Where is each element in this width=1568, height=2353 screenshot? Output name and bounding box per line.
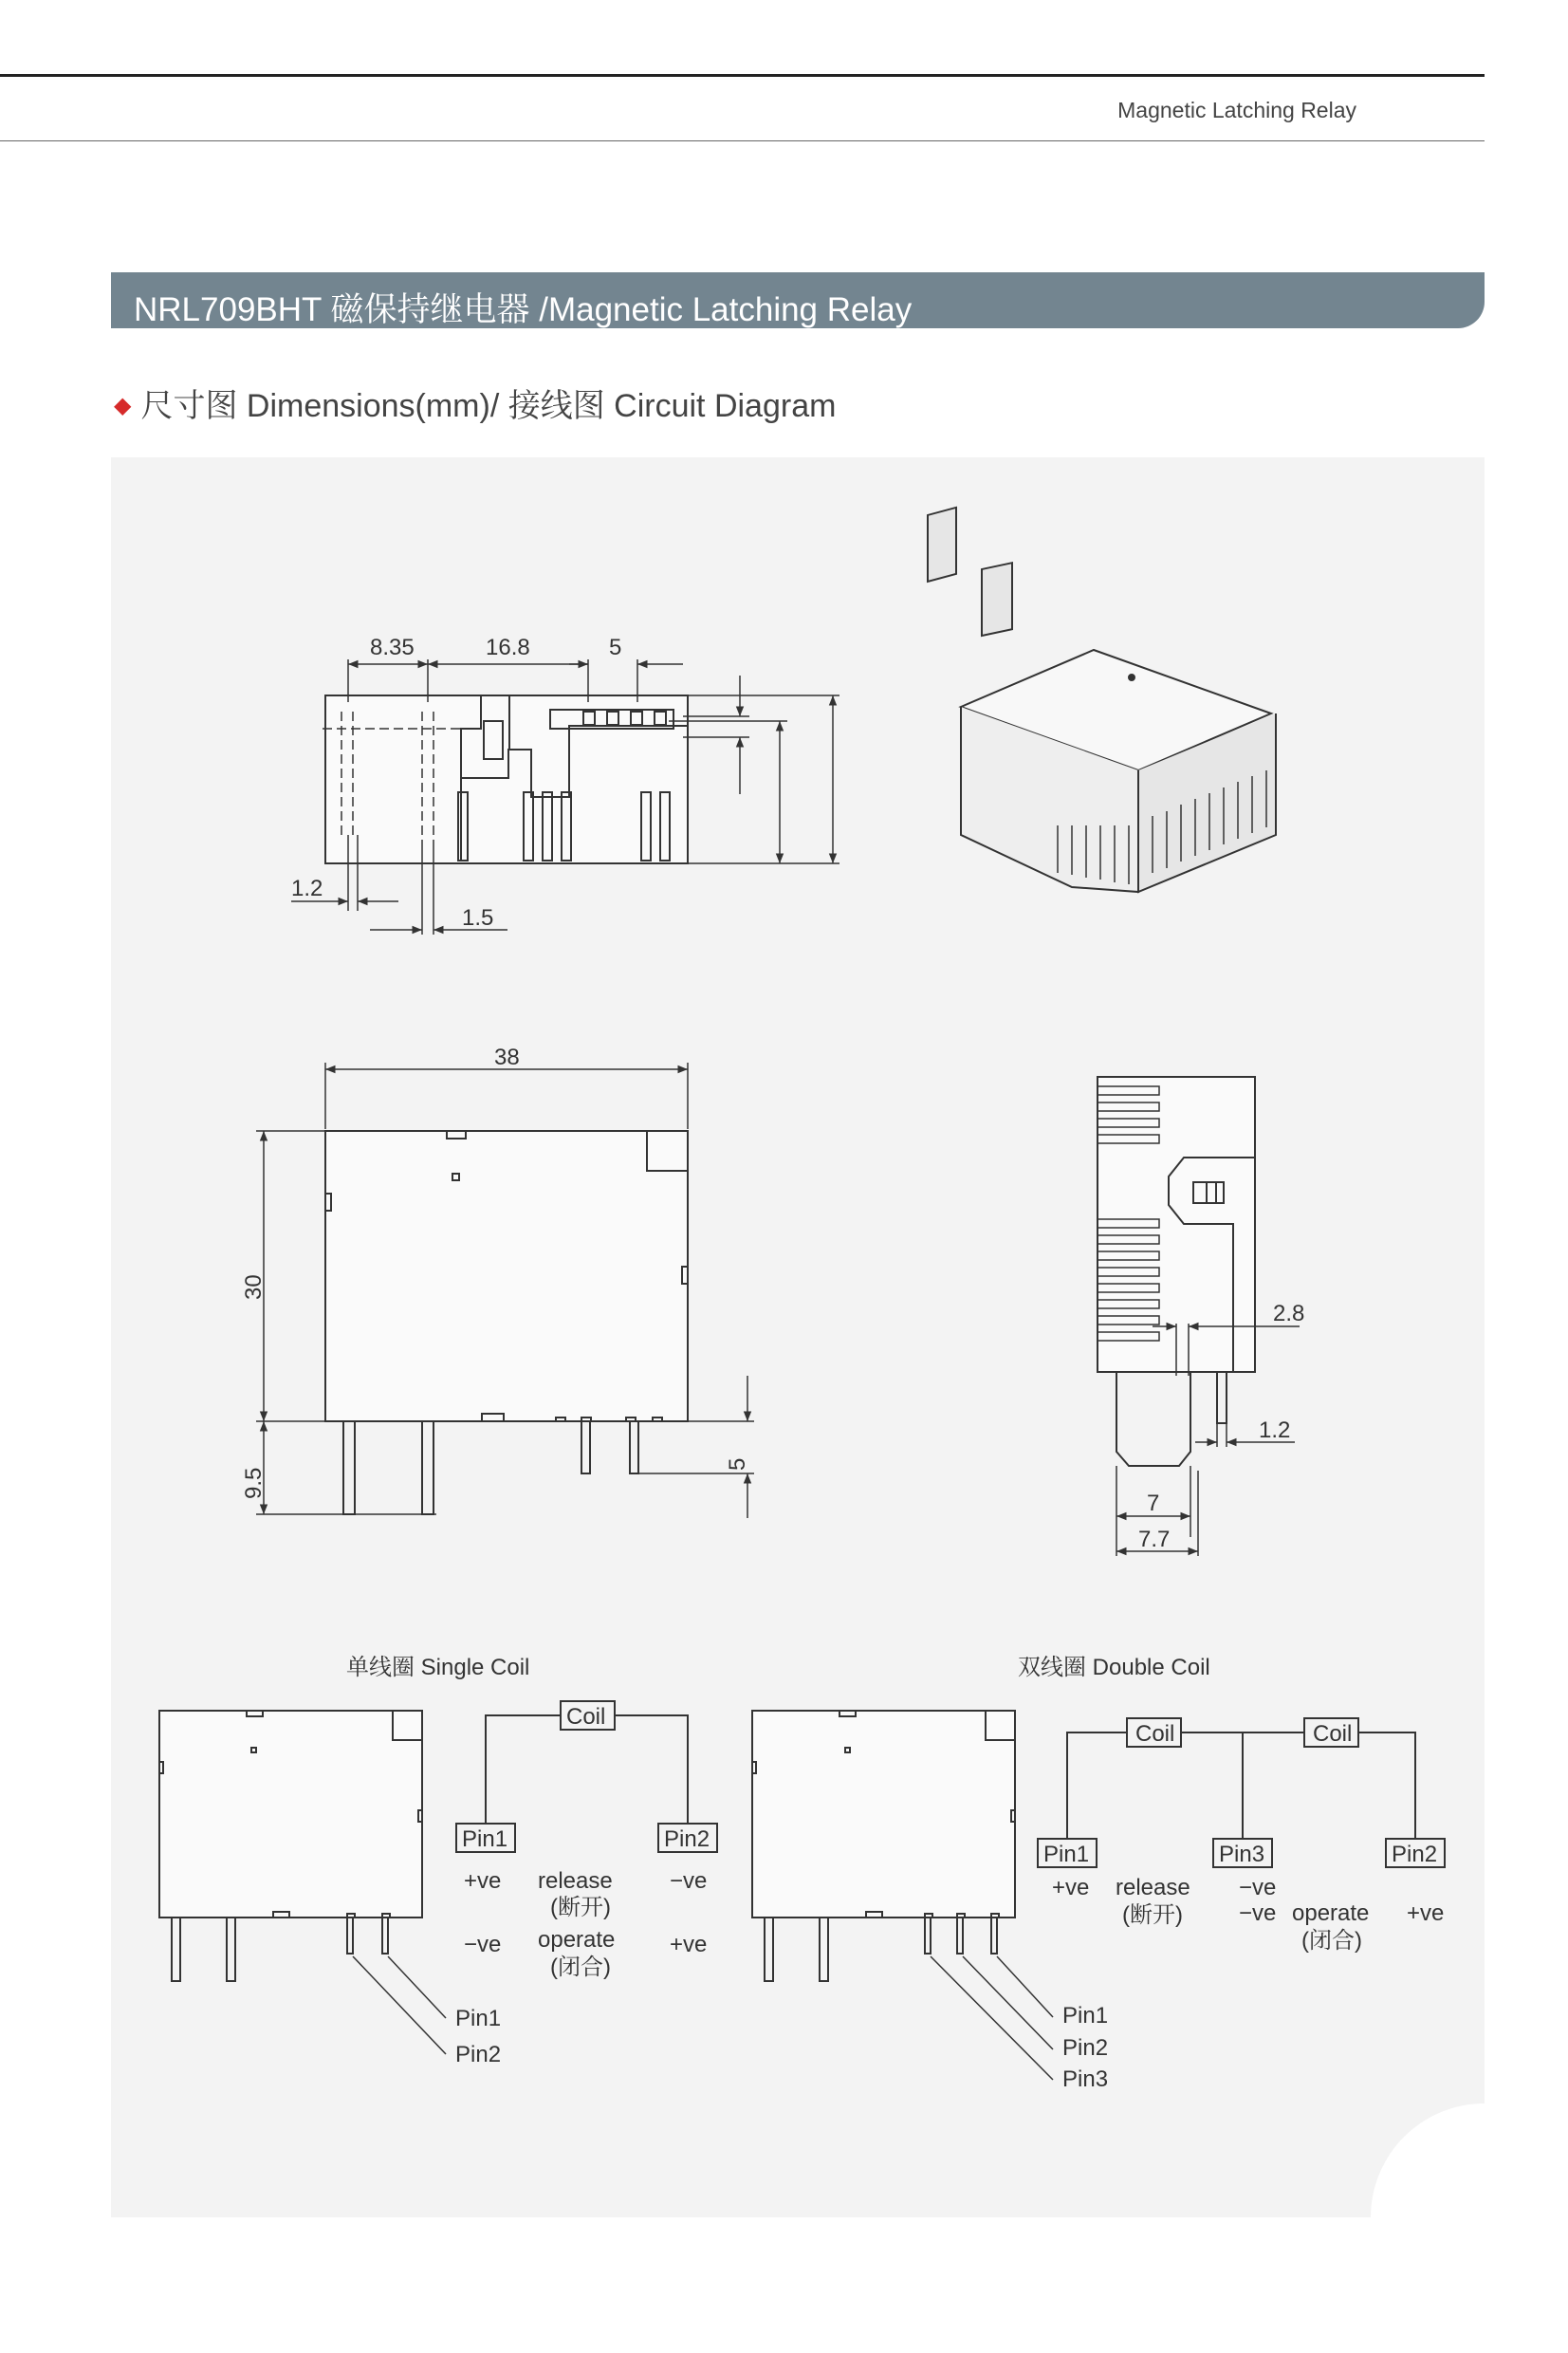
pin-callout: Pin1 xyxy=(455,2006,502,2031)
pin-label: Pin3 xyxy=(1219,1842,1265,1867)
dim-label: 7 xyxy=(1147,1491,1160,1516)
single-coil-title: 单线圈 Single Coil xyxy=(346,1655,530,1680)
coil-label: Coil xyxy=(1135,1721,1175,1747)
pin-label: Pin1 xyxy=(1043,1842,1090,1867)
pin-callout: Pin1 xyxy=(1062,2003,1109,2029)
polarity-label: +ve xyxy=(1052,1875,1090,1900)
pin-callout: Pin2 xyxy=(1062,2035,1109,2061)
dim-label: 2.8 xyxy=(1273,1301,1305,1326)
state-label: release xyxy=(538,1868,613,1894)
polarity-label: −ve xyxy=(464,1932,502,1957)
polarity-label: −ve xyxy=(670,1868,708,1894)
coil-label: Coil xyxy=(566,1704,606,1730)
pin-callout: Pin3 xyxy=(1062,2066,1109,2092)
state-label: (断开) xyxy=(1122,1902,1183,1928)
dim-label: 16.8 xyxy=(486,635,530,660)
polarity-label: +ve xyxy=(1407,1900,1445,1926)
pin-callout: Pin2 xyxy=(455,2042,502,2067)
polarity-label: +ve xyxy=(670,1932,708,1957)
coil-label: Coil xyxy=(1313,1721,1353,1747)
pin-label: Pin1 xyxy=(462,1826,508,1852)
pin-label: Pin2 xyxy=(1392,1842,1438,1867)
state-label: (闭合) xyxy=(550,1955,611,1980)
section-heading-text: 尺寸图 Dimensions(mm)/ 接线图 Circuit Diagram xyxy=(140,388,837,424)
dim-label: 5 xyxy=(725,1457,750,1471)
polarity-label: +ve xyxy=(464,1868,502,1894)
isometric-view-drawing xyxy=(928,508,1276,892)
front-view-drawing xyxy=(291,659,839,935)
single-coil-diagram xyxy=(159,1701,717,2054)
pin-label: Pin2 xyxy=(664,1826,710,1852)
product-title: NRL709BHT 磁保持继电器 /Magnetic Latching Relay xyxy=(134,291,913,328)
diamond-bullet-icon: ◆ xyxy=(114,393,132,418)
dim-label: 9.5 xyxy=(241,1467,267,1499)
dim-label: 1.2 xyxy=(1259,1417,1291,1443)
side-view-drawing xyxy=(1098,1077,1300,1556)
double-coil-title: 双线圈 Double Coil xyxy=(1018,1655,1210,1680)
dim-label: 8.35 xyxy=(370,635,415,660)
polarity-label: −ve xyxy=(1239,1875,1277,1900)
dim-label: 5 xyxy=(609,635,622,660)
dim-label: 30 xyxy=(241,1274,267,1300)
state-label: operate xyxy=(538,1927,616,1953)
polarity-label: −ve xyxy=(1239,1900,1277,1926)
state-label: (断开) xyxy=(550,1895,611,1920)
state-label: release xyxy=(1116,1875,1190,1900)
dim-label: 1.2 xyxy=(291,876,323,901)
dim-label: 1.5 xyxy=(462,905,494,931)
top-view-drawing xyxy=(256,1063,754,1518)
running-header: Magnetic Latching Relay xyxy=(1117,98,1356,122)
dim-label: 38 xyxy=(494,1045,520,1070)
state-label: operate xyxy=(1292,1900,1370,1926)
dim-label: 7.7 xyxy=(1138,1527,1171,1552)
state-label: (闭合) xyxy=(1301,1928,1362,1954)
